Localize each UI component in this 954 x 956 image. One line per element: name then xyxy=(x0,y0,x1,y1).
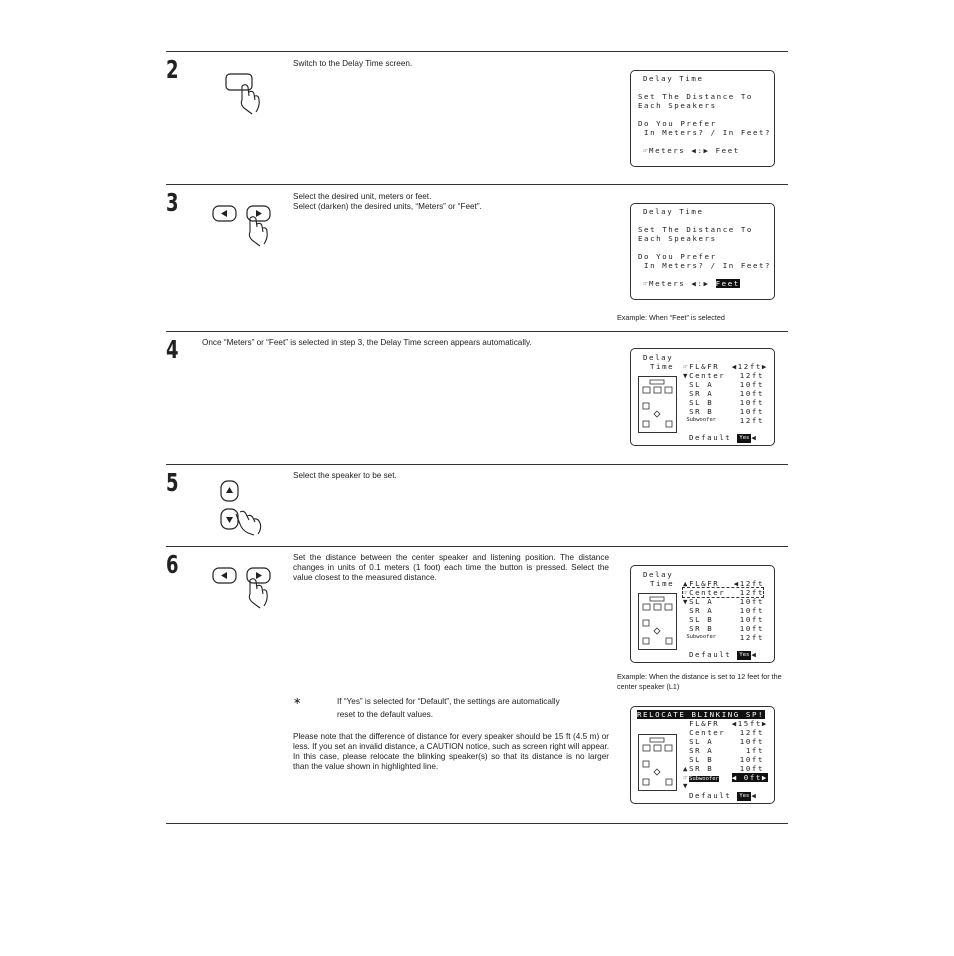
speaker-value: ◀12ft xyxy=(733,579,764,588)
lcd-title: Time xyxy=(650,579,675,588)
lcd-title: Delay xyxy=(643,570,674,579)
feet-option-highlighted: Feet xyxy=(715,279,740,288)
lcd-title: Time xyxy=(650,362,675,371)
speaker-row: SL B xyxy=(689,398,714,407)
step-number: 6 xyxy=(166,550,179,579)
yes-box: Yes xyxy=(739,793,750,799)
default-row: Default Yes ◀ xyxy=(689,433,758,442)
meters-option: ☞Meters ◀:▶ xyxy=(643,146,716,155)
speaker-value: 1ft xyxy=(745,746,764,755)
lcd-title: Delay Time xyxy=(643,74,704,83)
lcd-line: Do You Prefer xyxy=(638,119,717,128)
lcd-title: Delay xyxy=(643,353,674,362)
speaker-row: SR B xyxy=(689,624,714,633)
speaker-row: ▲SR B xyxy=(683,764,714,773)
scroll-down-icon: ▼ xyxy=(683,781,690,790)
speaker-row: SR A xyxy=(689,746,714,755)
step-5-text: Select the speaker to be set. xyxy=(293,471,397,480)
caption: Example: When “Feet” is selected xyxy=(617,313,725,322)
speaker-row: ▼Center xyxy=(683,371,726,380)
speaker-row: FL&FR xyxy=(689,719,720,728)
speaker-value: 10ft xyxy=(739,737,764,746)
speaker-row: SR B xyxy=(689,407,714,416)
section-rule xyxy=(166,464,788,465)
default-row: Default Yes ◀ xyxy=(689,791,758,800)
lcd-line: Do You Prefer xyxy=(638,252,717,261)
lcd-delay-time-center-screen xyxy=(630,565,775,663)
left-right-cursor-buttons-icon xyxy=(210,562,280,610)
lcd-title: Delay Time xyxy=(643,207,704,216)
step-3-text-2: Select (darken) the desired units, “Meters” or “Feet”. xyxy=(293,202,482,211)
speaker-value: 10ft xyxy=(739,624,764,633)
speaker-value: 10ft xyxy=(739,606,764,615)
section-rule xyxy=(166,331,788,332)
feet-option: Feet xyxy=(715,146,740,155)
default-row: Default Yes ◀ xyxy=(689,650,758,659)
speaker-value: 10ft xyxy=(739,389,764,398)
speaker-value: 10ft xyxy=(739,407,764,416)
meters-option: ☞Meters ◀:▶ xyxy=(643,279,716,288)
speaker-value: ◀12ft▶ xyxy=(731,362,768,371)
speaker-row: SL A xyxy=(689,380,714,389)
speaker-value: 10ft xyxy=(739,615,764,624)
yes-box: Yes xyxy=(739,435,750,441)
note-text: If “Yes” is selected for “Default”, the settings are automatically reset to the default values. xyxy=(337,697,560,719)
speaker-row: ▼SL A xyxy=(683,597,714,606)
section-rule xyxy=(166,546,788,547)
step-number: 5 xyxy=(166,468,179,497)
lcd-unit-options xyxy=(643,146,740,155)
speaker-room-diagram xyxy=(638,734,677,791)
speaker-value: 12ft xyxy=(739,588,764,597)
step-number: 3 xyxy=(166,188,179,217)
speaker-value: 12ft xyxy=(739,728,764,737)
speaker-row: SL A xyxy=(689,737,714,746)
step-6-text: Set the distance between the center speaker and listening position. The distance changes in units of 0.1 meters (1 foot) each time the button is pressed. Select the value closest to the measured distance. xyxy=(293,553,609,582)
speaker-value: 10ft xyxy=(739,755,764,764)
speaker-row-highlighted: ☞Subwoofer xyxy=(683,773,719,782)
lcd-line: In Meters? / In Feet? xyxy=(638,261,772,270)
speaker-value: 12ft xyxy=(739,371,764,380)
speaker-room-diagram xyxy=(638,376,677,433)
speaker-row: SL B xyxy=(689,615,714,624)
speaker-row: ☞FL&FR xyxy=(683,362,720,371)
yes-box: Yes xyxy=(739,652,750,658)
step-3-text-1: Select the desired unit, meters or feet. xyxy=(293,192,432,201)
lcd-screen-feet-selected xyxy=(630,203,775,300)
note-mark: ∗ xyxy=(293,696,302,707)
speaker-row: Center xyxy=(689,728,726,737)
speaker-row: Subwoofer xyxy=(686,634,717,640)
lcd-caution-screen xyxy=(630,706,775,804)
speaker-room-diagram xyxy=(638,593,677,650)
lcd-line: Each Speakers xyxy=(638,234,717,243)
section-rule xyxy=(166,51,788,52)
speaker-value: 12ft xyxy=(739,633,764,642)
lcd-line: Each Speakers xyxy=(638,101,717,110)
speaker-value: 10ft xyxy=(739,380,764,389)
finger-pressing-button-icon xyxy=(218,70,268,115)
speaker-row: SL B xyxy=(689,755,714,764)
speaker-value-highlighted: ◀ 0ft▶ xyxy=(731,773,768,782)
lcd-unit-options xyxy=(643,279,740,288)
lcd-screen-units xyxy=(630,70,775,167)
step-number: 4 xyxy=(166,335,179,364)
section-rule xyxy=(166,184,788,185)
lcd-delay-time-screen xyxy=(630,348,775,446)
lcd-line: Set The Distance To xyxy=(638,92,753,101)
lcd-line: Set The Distance To xyxy=(638,225,753,234)
left-right-cursor-buttons-icon xyxy=(210,200,280,248)
speaker-row: SR A xyxy=(689,606,714,615)
speaker-value: 12ft xyxy=(739,416,764,425)
caution-title: RELOCATE BLINKING SP! xyxy=(637,710,765,719)
up-down-cursor-buttons-icon xyxy=(218,478,270,536)
lcd-line: In Meters? / In Feet? xyxy=(638,128,772,137)
section-rule xyxy=(166,823,788,824)
step-number: 2 xyxy=(166,55,179,84)
step-4-text: Once “Meters” or “Feet” is selected in step 3, the Delay Time screen appears automatically. xyxy=(202,338,532,347)
caption: Example: When the distance is set to 12 feet for the center speaker (L1) xyxy=(617,672,782,691)
speaker-value: 10ft xyxy=(739,764,764,773)
speaker-row: SR A xyxy=(689,389,714,398)
caution-paragraph: Please note that the difference of distance for every speaker should be 15 ft (4.5 m) or less. If you set an invalid distance, a CAUTION notice, such as screen right will appear. In this case, please relocate the blinking speaker(s) so that its distance is no larger than the value shown in highlighted line. xyxy=(293,732,609,771)
speaker-value: ◀15ft▶ xyxy=(731,719,768,728)
step-2-text: Switch to the Delay Time screen. xyxy=(293,59,413,68)
speaker-row: ▲FL&FR xyxy=(683,579,720,588)
speaker-row: Subwoofer xyxy=(686,417,717,423)
speaker-value: 10ft xyxy=(739,398,764,407)
speaker-row-selected: ☞Center xyxy=(683,588,763,597)
speaker-value: 10ft xyxy=(739,597,764,606)
